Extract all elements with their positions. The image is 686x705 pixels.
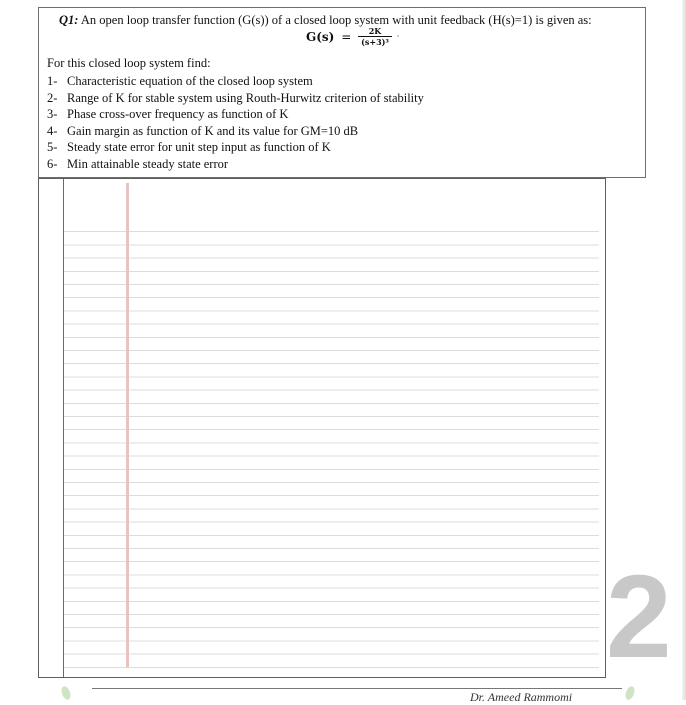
question-text: An open loop transfer function (G(s)) of a closed loop system with unit feedback (H(s)=1) is given as: bbox=[80, 13, 592, 27]
page-edge bbox=[682, 0, 686, 700]
list-item bbox=[47, 73, 424, 90]
answer-area-ruled-paper[interactable] bbox=[38, 178, 606, 678]
question-number: Q1: bbox=[59, 13, 79, 27]
formula-lhs: G(s) bbox=[306, 29, 335, 44]
question-box bbox=[38, 7, 646, 178]
formula-denominator: (s+3)³ bbox=[361, 37, 389, 47]
task-text: Range of K for stable system using Routh-Hurwitz criterion of stability bbox=[67, 90, 424, 105]
formula-equals: = bbox=[341, 29, 352, 44]
task-number: 6- bbox=[47, 156, 58, 171]
list-item bbox=[47, 90, 424, 107]
task-text: Steady state error for unit step input as function of K bbox=[67, 140, 331, 155]
task-number: 1- bbox=[47, 74, 58, 88]
list-item bbox=[47, 106, 424, 123]
ruled-lines bbox=[64, 219, 599, 673]
task-text: Characteristic equation of the closed loop system bbox=[67, 74, 313, 88]
leaf-decoration-icon bbox=[624, 685, 636, 701]
task-text: Min attainable steady state error bbox=[67, 156, 229, 171]
formula-numerator: 2K bbox=[358, 26, 392, 37]
task-intro: For this closed loop system find: bbox=[47, 56, 211, 70]
formula-tail: · bbox=[396, 32, 400, 41]
task-number: 5- bbox=[47, 140, 58, 155]
list-item bbox=[47, 123, 424, 140]
footer-divider bbox=[92, 688, 622, 689]
formula-fraction bbox=[358, 26, 392, 47]
task-text: Gain margin as function of K and its value for GM=10 dB bbox=[67, 123, 359, 138]
transfer-function-formula bbox=[306, 26, 399, 47]
leaf-decoration-icon bbox=[60, 685, 72, 701]
task-list bbox=[47, 73, 424, 173]
page-number: 2 bbox=[606, 551, 672, 683]
task-number: 3- bbox=[47, 107, 58, 122]
margin-line bbox=[126, 183, 129, 667]
task-number: 4- bbox=[47, 123, 58, 138]
list-item bbox=[47, 139, 424, 156]
list-item bbox=[47, 156, 424, 173]
footer-author: Dr. Ameed Rammomi bbox=[470, 690, 573, 704]
task-number: 2- bbox=[47, 90, 58, 105]
task-text: Phase cross-over frequency as function of K bbox=[67, 107, 289, 122]
